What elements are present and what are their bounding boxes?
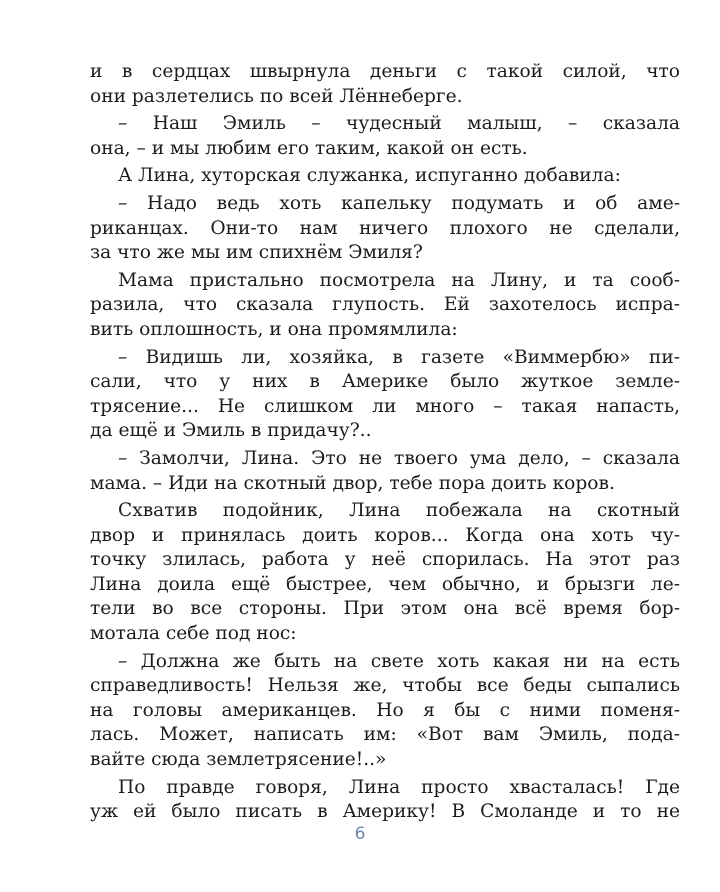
text-line: – Замолчи, Лина. Это не твоего ума дело, – сказала <box>118 447 680 469</box>
text-line: Схватив подойник, Лина побежала на скотный <box>118 500 680 522</box>
text-line: тели во все стороны. При этом она всё время бор- <box>90 598 680 620</box>
text-line: уж ей было писать в Америку! В Смоланде и то не <box>90 801 680 823</box>
text-line: – Видишь ли, хозяйка, в газете «Виммербю» пи- <box>118 346 680 368</box>
paragraph <box>90 776 680 825</box>
paragraph <box>90 650 680 773</box>
text-line: Лина доила ещё быстрее, чем обычно, и брызги ле- <box>90 573 680 595</box>
paragraph <box>90 112 680 161</box>
text-line: разила, что сказала глупость. Ей захотелось испра- <box>90 294 680 316</box>
paragraph <box>90 346 680 444</box>
text-line: и в сердцах швырнула деньги с такой силой, что <box>90 61 680 82</box>
page-number: 6 <box>354 824 366 844</box>
text-line: да ещё и Эмиль в придачу?.. <box>90 420 372 442</box>
paragraph <box>90 164 680 189</box>
text-line: справедливость! Нельзя же, чтобы все беды сыпались <box>90 675 680 697</box>
text-line: она, – и мы любим его таким, какой он есть. <box>90 137 528 159</box>
text-line: – Надо ведь хоть капельку подумать и об аме- <box>118 192 680 214</box>
body-text <box>90 60 680 825</box>
text-line: риканцах. Они-то нам ничего плохого не сделали, <box>90 217 680 239</box>
text-line: лась. Может, написать им: «Вот вам Эмиль, пода- <box>90 724 680 746</box>
paragraph <box>90 60 680 109</box>
paragraph <box>90 447 680 496</box>
text-line: А Лина, хуторская служанка, испуганно добавила: <box>118 165 621 187</box>
text-line: вить оплошность, и она промямлила: <box>90 318 458 340</box>
paragraph <box>90 499 680 647</box>
text-line: Мама пристально посмотрела на Лину, и та сооб- <box>118 269 680 291</box>
text-line: – Должна же быть на свете хоть какая ни на есть <box>118 650 680 672</box>
text-line: сали, что у них в Америке было жуткое земле- <box>90 371 680 393</box>
text-line: мотала себе под нос: <box>90 623 297 645</box>
paragraph <box>90 192 680 266</box>
text-line: двор и принялась доить коров... Когда она хоть чу- <box>90 524 680 546</box>
text-line: на головы американцев. Но я бы с ними поменя- <box>90 699 680 721</box>
paragraph <box>90 269 680 343</box>
text-line: они разлетелись по всей Лённеберге. <box>90 85 463 107</box>
text-line: По правде говоря, Лина просто хвасталась! Где <box>118 776 680 798</box>
text-line: вайте сюда землетрясение!..» <box>90 749 387 771</box>
text-line: точку злилась, работа у неё спорилась. На этот раз <box>90 549 680 571</box>
text-line: мама. – Иди на скотный двор, тебе пора доить коров. <box>90 472 615 494</box>
text-line: за что же мы им спихнём Эмиля? <box>90 242 423 264</box>
text-line: – Наш Эмиль – чудесный малыш, – сказала <box>118 113 680 135</box>
text-line: трясение... Не слишком ли много – такая напасть, <box>90 395 680 417</box>
